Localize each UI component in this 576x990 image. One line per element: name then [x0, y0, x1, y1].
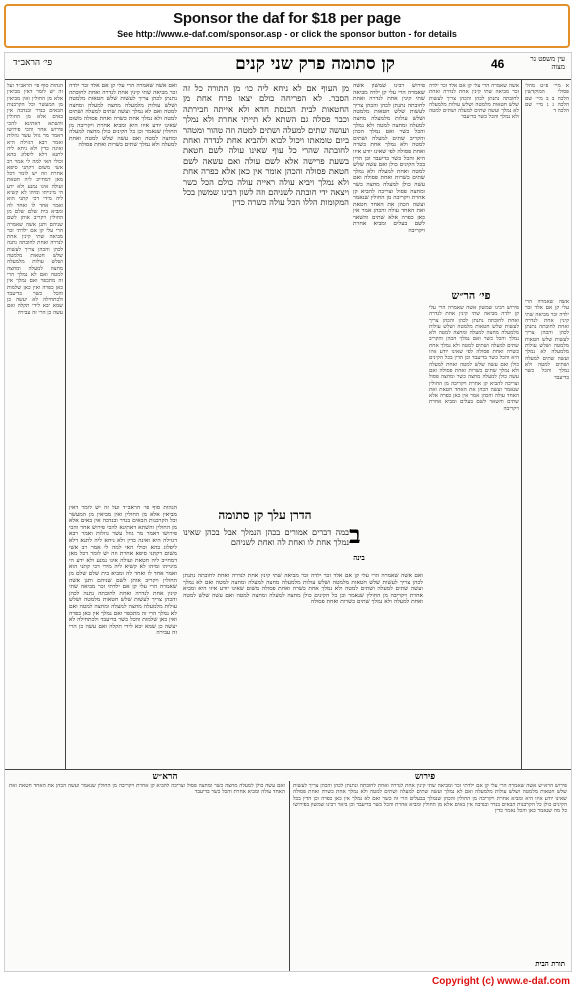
- banner-title: Sponsor the daf for $18 per page: [173, 10, 401, 27]
- header-rule: [5, 79, 571, 80]
- copyright-link[interactable]: Copyright (c) www.e-daf.com: [432, 976, 570, 987]
- chapter-end-title: הדרן עלך קן סתומה: [218, 508, 312, 522]
- bottom-right-commentary: פירוש הרא״ש אשה שאמרה הרי עלי קן אם ילדתי זכר ומביאה שתי קינין אחת לנדרה ואחת לחובתה ונתנתן לכהן והכהן צריך לעשות שלש חטאות מלמטה ושלש עולות מלמעלה ואם לא נמלך ועשה שתים למעלה ושתים למטה ולא נמלך אחת כשרה ואחת פסולה שאינו יודע איזו היא ומביא אחרת ויקריבה מן החולין והכהן שנמלך בבעלים הרי זה כשר ואם לא נמלך אין כאן כפרה וכן הדין בכל הקינים כולן כל הקרבנות הבאים בנדר ובנדבה אין באים אלא מן החולין ומביא אחרת והכל כשר בדיעבד וכן ביאר רבינו שמשון בפירושו כל מה שנאמר כאן והכל נאמר כדין: [293, 783, 567, 815]
- page-header: [5, 53, 571, 79]
- tosafot-column: ואם אשה שאמרה הרי עלי קן אם אלד זכר ילדה זכר מביאה שתי קינין אחת לנדרה ואחת לחובתה נתנתן לכהן צריך לעשות שלש חטאות מלמטה ושלש עולות מלמעלה מחצה למעלה ומחצה למטה ואם לא נמלך ועשה שתים למעלה ושתים למטה ולא נמלך אחת כשרה ואחת פסולה משום שאינו יודע איזו היא ומביא אחרת ויקריבה מן החולין שנאמר וכן כל הקינים כולן מחצה למעלה ומחצה למטה ואם עשה שלש למטה ואחת למעלה ולא נמלך שתים כשרות ואחת פסולה: [69, 83, 177, 149]
- banner-subtitle[interactable]: See http://www.e-daf.com/sponsor.asp - or click the sponsor button - for details: [117, 29, 457, 39]
- ein-mishpat-column: א מיי׳ פ״ט מהל׳ פסולי המוקדשין הלכה ב ב מיי׳ שם הלכה ג ג מיי׳ שם הלכה ד: [525, 83, 569, 115]
- chapter-initial: ב: [349, 520, 361, 549]
- bottom-section-rule: [5, 769, 571, 770]
- chapter-mishnah-text: במה דברים אמורים בכהן הנמלך אבל בכהן שאינו נמלך אחת לו ואחת לה ואחת לשניהם: [183, 527, 349, 547]
- page-number: 46: [491, 57, 505, 71]
- right-commentary-top: אשה שאמרה הרי עלי קן אם אלד זכר ילדה זכר מביאה שתי קינין אחת לנדרה ואחת לחובתה נתנתן לכהן והכהן צריך לעשות שלש חטאות מלמטה ושלש עולות מלמעלה לא נמלך ועשה שתים למעלה ושתים למטה ולא נמלך והכל כשר בדיעבד: [429, 83, 519, 121]
- header-right-label: עין משפט נר מצוה: [530, 55, 565, 71]
- left-column-rule: [65, 79, 66, 769]
- right-commentary-heading: פי׳ הר״ש: [451, 289, 491, 302]
- right-margin-notes: אשה שאמרה הרי עלי קן אם אלד זכר ילדה זכר מביאה שתי קינין אחת לנדרה ואחת לחובתה נתנתן לכהן והכהן צריך לעשות שלש חטאות מלמטה ושלש עולות מלמעלה לא נמלך ועשה שתים למעלה ושתים למטה ולא נמלך והכל כשר בדיעבד: [525, 299, 569, 381]
- center-right-commentary: פירוש רבינו שמשון אשה שאמרה הרי עלי קן ילדה מביאה שתי קינין אחת לנדרה ואחת לחובתה נתנתן לכהן והכהן צריך לעשות שלש חטאות מלמטה ושלש עולות מלמעלה מחצה למעלה ומחצה למטה ולא נמלך והכל כשר ואם נמלך הכהן והקריב שתים למעלה ושתים למטה ולא נמלך אחת כשרה ואחת פסולה לפי שאינו יודע איזו היא והכל כשר בדיעבד וכן הדין בכל הקינים כולן ואם עשה שלש למטה ואחת למעלה ולא נמלך שתים כשרות ואחת פסולה ואם עשה כולן למעלה מחצה כשר ומחצה פסול וצריכה להביא קן אחרת ויקריבה מן החולין שנאמר ועשה הכהן את האחד חטאת ואת האחד עולה והכהן אמר אין כאן כפרה אלא שתים והשאר לשם בעלים ומביא אחרת ויקריבה: [353, 83, 425, 235]
- page-title: קן סתומה פרק שני קנים: [235, 54, 395, 74]
- right-margin-rule: [521, 79, 522, 769]
- bottom-left-heading: הרא״ש: [152, 772, 178, 782]
- torat-habayit-label: תורת הבית: [535, 959, 565, 968]
- tosafot-column-lower: הגהות סוף פי׳ הראב״ד ועל זה יש לומר דאין מביאין אלא מן החולין ואין מביאין מן המעשר וכל הקרבנות הבאים בנדר ובנדבה אין באים אלא מן החולין והשתא דאתינא להכי פירוש אחר והכי פירושו דאמר מר גוזל עשר גוזלות ואמר רבא דגזילה היא ואינה כדין ולא ניחא ליה לתנא דלא ליפלוג בהא וכולי האי למה לי אמר רב אשי משום דקתני סיפא אחרת וזה יש לומר דכל מאן דמחייב ליה חטאת ועולה אינו נמנע ולא ידע הי מינייהו ומיהו לא קשיא ליה מידי דכי קתני הוא ואמר אחד לו ואחד לה ומביא בית שלם שלם מן החולין ויקריב אותן לשם שניהם ותנן אשה שאמרה הרי עלי קן אם ילדתי זכר מביאה שתי קינין אחת לנדרה ואחת לחובתה נתנה לכהן והכהן צריך לעשות שלש חטאות מלמטה ושלש עולות מלמעלה מחצה למעלה ומחצה למטה ואם לא נמלך הרי זה מתכפר ואם נמלך אין כאן כפרה ואין כאן שלמות והכל כשר בדיעבד ולכתחילה לא יעשה כן שמא יבא לידי תקלה ואם עשה כן הרי זה עבירה: [69, 505, 177, 637]
- bottom-right-heading: פירוש: [414, 772, 436, 782]
- header-left-label: פי׳ הראב״ד: [13, 58, 53, 68]
- sponsor-banner[interactable]: [4, 4, 570, 48]
- right-commentary-column: פירוש רבינו שמשון אשה שאמרה הרי עלי קן ילדה מביאה שתי קינין אחת לנדרה ואחת לחובתה נתנתן לכהן והכהן צריך לעשות שלש חטאות מלמטה ושלש עולות מלמעלה מחצה למעלה ומחצה למטה ולא נמלך והכל כשר ואם נמלך הכהן והקריב שתים למעלה ושתים למטה ולא נמלך אחת כשרה ואחת פסולה לפי שאינו יודע איזו היא והכל כשר בדיעבד וכן הדין בכל הקינים כולן ואם עשה שלש למטה ואחת למעלה ולא נמלך שתים כשרות ואחת פסולה ואם עשה כולן למעלה מחצה כשר ומחצה פסול וצריכה להביא קן אחרת ויקריבה מן החולין שנאמר ועשה הכהן את האחד חטאת ואת האחד עולה והכהן אמר אין כאן כפרה אלא שתים והשאר לשם בעלים ומביא אחרת ויקריבה: [429, 305, 519, 412]
- bottom-left-commentary: ואם עשה כולן למעלה מחצה כשר ומחצה פסול וצריכה להביא קן אחרת ויקריבה מן החולין שנאמר ועשה הכהן את האחד חטאת ואת האחד עולה ומביא אחרת והכל כשר בדיעבד: [9, 783, 285, 796]
- main-text-block: מן העוף אם לא ניחא ליה כו׳ מן התורה כל זה הסבר. לא הפריחה כולם יצאו פרח אחת מן החטאות לבית הכנסת חדא ולא אייתה חבירתה וכבר פסלה גם השתא לא תייתי אחרת ולא נמלך ועושה שתים למעלה ושתים למטה וזה טהור ומטהר ביום טומאתו ויכול לבוא ולהביא אחת לנדרה ואחת לחובתה שהרי כל עוף שאינו עולה לשם חטאת בשעת פרישה אלא לשם עולה ואם עשאה לשם חטאת פסולה והכהן אומר אין כאן אלא כפרה אחת ולא נמלך ויביא עולה ראייה עולה כולם הכל כשר ויצאה ידי חובתה לשניהם וזה לשון רבינו שמשון בכל המקומות הללו הכל עולה כשרה כדין: [183, 83, 349, 208]
- bottom-middle-rule: [289, 781, 290, 971]
- center-lower-commentary: ואם אשה שאמרה הרי עלי קן אם אלד זכר ילדה זכר מביאה שתי קינין אחת לנדרה ואחת לחובתה נתנתן לכהן צריך לעשות שלש חטאות מלמטה ושלש עולות מלמעלה מחצה למעלה ומחצה למטה ואם לא נמלך ועשה שתים למעלה ושתים למטה ולא נמלך אחת כשרה ואחת פסולה משום שאינו יודע איזו היא ומביא אחרת ויקריבה מן החולין שנאמר וכן כל הקינים כולן מחצה למעלה ומחצה למטה ואם עשה שלש למטה ואחת למעלה ולא נמלך שתים כשרות ואחת פסולה: [183, 573, 423, 606]
- daf-page: [4, 52, 572, 972]
- chapter-label: בינה: [353, 553, 365, 562]
- left-commentary-column: הגהות סוף פי׳ הראב״ד ועל זה יש לומר דאין מביאין אלא מן החולין ואין מביאין מן המעשר וכל הקרבנות הבאים בנדר ובנדבה אין באים אלא מן החולין והשתא דאתינא להכי פירוש אחר והכי פירושו דאמר מר גוזל עשר גוזלות ואמר רבא דגזילה היא ואינה כדין ולא ניחא ליה לתנא דלא ליפלוג בהא וכולי האי למה לי אמר רב אשי משום דקתני סיפא אחרת וזה יש לומר דכל מאן דמחייב ליה חטאת ועולה אינו נמנע ולא ידע הי מינייהו ומיהו לא קשיא ליה מידי דכי קתני הוא ואמר אחד לו ואחד לה ומביא בית שלם שלם מן החולין ויקריב אותן לשם שניהם ותנן אשה שאמרה הרי עלי קן אם ילדתי זכר מביאה שתי קינין אחת לנדרה ואחת לחובתה נתנה לכהן והכהן צריך לעשות שלש חטאות מלמטה ושלש עולות מלמעלה מחצה למעלה ומחצה למטה ואם לא נמלך הרי זה מתכפר ואם נמלך אין כאן כפרה ואין כאן שלמות והכל כשר בדיעבד ולכתחילה לא יעשה כן שמא יבא לידי תקלה ואם עשה כן הרי זה עבירה: [7, 83, 63, 316]
